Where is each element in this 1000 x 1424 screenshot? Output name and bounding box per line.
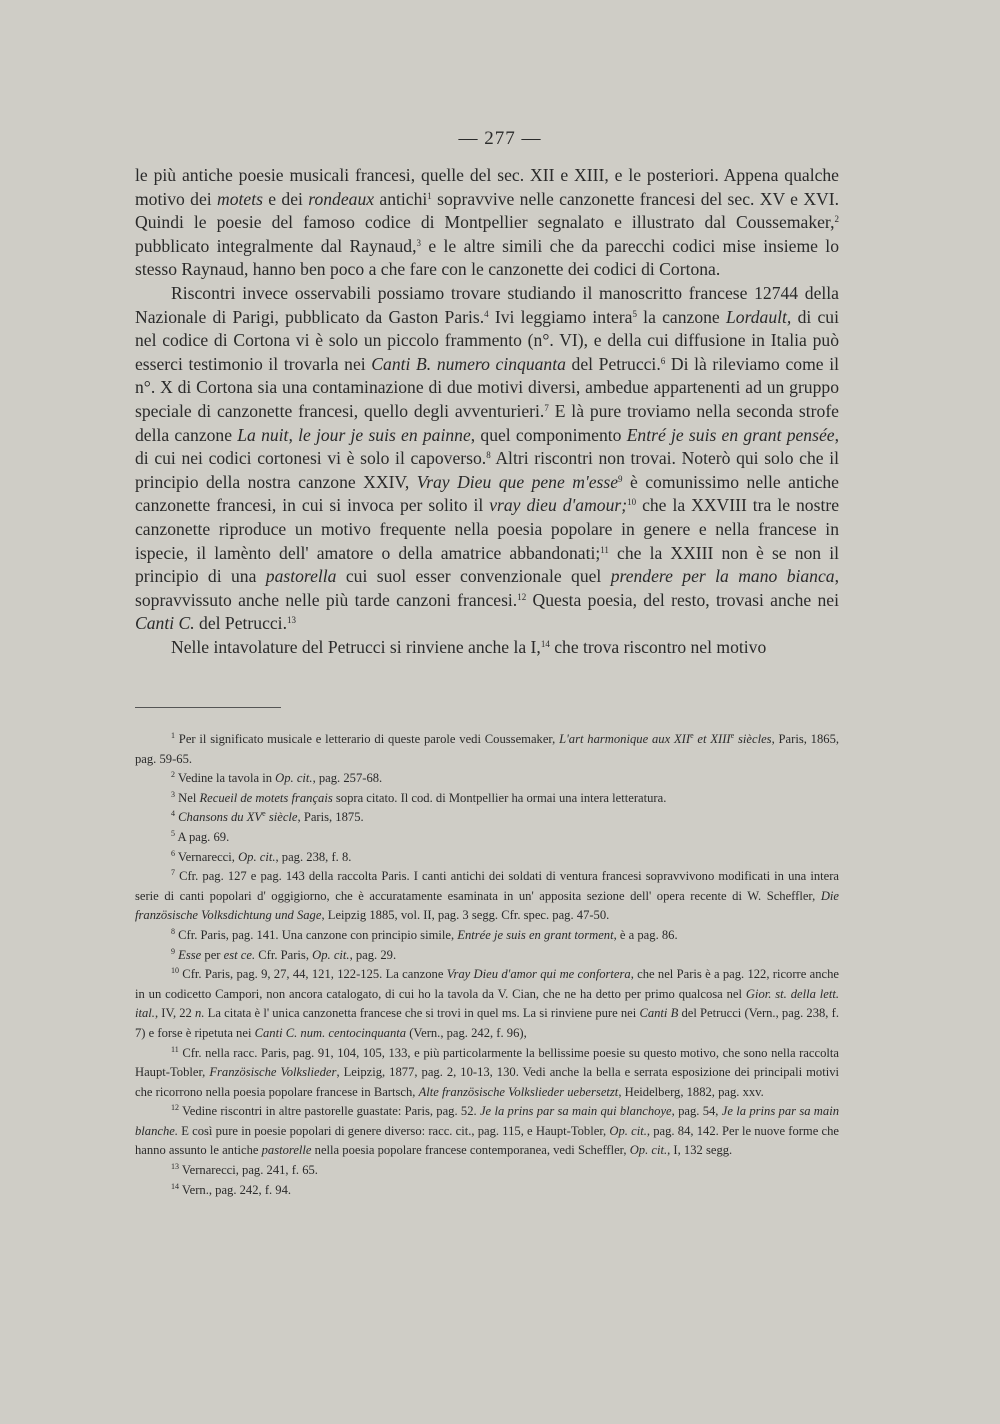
footnote (135, 808, 839, 828)
text-run: Vernarecci, (175, 849, 239, 864)
text-run: , pag. 84, 142. Per le nuove forme che hanno assunto le antiche (135, 1123, 840, 1158)
footnotes (135, 730, 839, 1200)
text-run: Altri riscontri non trovai. Noterò qui solo che il principio della nostra canzone XXIV, (135, 448, 839, 492)
text-run: , pag. 257-68. (312, 771, 383, 786)
italic-text: Canti C. num. centocinquanta (254, 1025, 407, 1040)
note-marker: 12 (517, 591, 527, 602)
text-run: Questa poesia, del resto, trovasi anche nei (526, 589, 839, 610)
text-run: che la XXIII non è se non il principio di una (135, 542, 839, 587)
note-marker: 7 (171, 868, 175, 878)
text-run: Cfr. Paris, (255, 947, 313, 962)
note-marker: 1 (171, 731, 175, 740)
italic-text: Alte französische Volkslieder uebersetzt (418, 1084, 619, 1099)
text-run: Vern., pag. 242, f. 94. (179, 1182, 292, 1197)
text-run: , pag. 54, (671, 1104, 722, 1119)
text-run: Cfr. pag. 127 e pag. 143 della raccolta Paris. I canti antichi dei soldati di ventura francesi sopravvivono modificati in una intera serie di canti popolari d' oggigiorno, che è accuratamente esaminata in un' apposita sezione dell' opera recente di W. Scheffler, (135, 869, 839, 903)
footnote (135, 1161, 839, 1181)
italic-text: Op. cit. (609, 1123, 647, 1138)
note-marker: 7 (544, 402, 549, 413)
text-run: la canzone (636, 306, 726, 327)
text-run: pubblicato integralmente dal Raynaud, (135, 235, 417, 256)
text-run: Ivi leggiamo intera (488, 306, 633, 327)
text-run: , Heidelberg, 1882, pag. xxv. (618, 1084, 764, 1099)
italic-text: Je la prins par sa main qui blanchoye (479, 1104, 672, 1119)
italic-text: La nuit, le jour je suis en painne (237, 424, 471, 445)
italic-text: Op. cit. (275, 771, 313, 786)
text-run: Cfr. nella racc. Paris, pag. 91, 104, 105, 133, e più particolarmente la bellissime poesie su questo motivo, che sono nella raccolta Haupt-Tobler, (135, 1045, 839, 1080)
italic-text: Op. cit. (238, 849, 276, 864)
text-run: e dei (262, 188, 309, 209)
note-marker: 12 (171, 1103, 179, 1113)
note-marker: 10 (171, 966, 179, 976)
text-run: le più antiche poesie musicali francesi, quelle del sec. XII e XIII, e le posteriori. Appena qualche motivo dei (135, 165, 839, 209)
italic-text: Vray Dieu d'amor qui me confortera (446, 967, 631, 982)
italic-text: est ce. (223, 947, 256, 962)
italic-text: Canti B. numero cinquanta (371, 353, 566, 374)
note-marker: 6 (660, 355, 666, 366)
text-run: Per il significato musicale e letterario di queste parole vedi Coussemaker, (175, 732, 560, 746)
note-marker: e (730, 731, 735, 740)
italic-text: Gior. st. della lett. ital. (135, 986, 839, 1021)
note-marker: 1 (427, 190, 432, 201)
text-run: , Paris, 1865, pag. 59-65. (135, 732, 840, 766)
text-run: cui suol esser convenzionale quel (336, 566, 611, 587)
italic-text: et (693, 732, 711, 746)
footnote (135, 926, 839, 946)
note-marker: 5 (171, 828, 175, 838)
note-marker: 3 (416, 237, 421, 248)
paragraph (135, 636, 839, 660)
text-run: di cui nel codice di Cortona vi è solo un piccolo frammento (n°. VI), e della cui diffusione in Italia può esserci testimonio il trovarla nei (135, 306, 839, 374)
note-marker: 9 (618, 473, 623, 484)
note-marker: 9 (171, 946, 175, 956)
text-run: Vedine riscontri in altre pastorelle guastate: Paris, pag. 52. (179, 1104, 480, 1119)
italic-text: n. (195, 1006, 205, 1021)
text-run: e le altre simili che da parecchi codici mise insieme lo stesso Raynaud, hanno ben poco a che fare con le canzonette dei codici di Cortona. (135, 235, 839, 280)
text-run: che trova riscontro nel motivo (549, 636, 767, 657)
italic-text: Lordault, (725, 306, 792, 327)
note-marker: 8 (486, 450, 491, 461)
italic-text: prendere per la mano bianca (610, 566, 835, 587)
note-marker: 3 (171, 789, 175, 799)
footnote (135, 789, 839, 809)
text-run: , che nel Paris è a pag. 122, ricorre anche in un codicetto Campori, non ancora catalogato, di cui ho la tavola da V. Cian, che ne ha detto per primo qualcosa nel (135, 967, 839, 1001)
text-run: che la XXVIII tra le nostre canzonette riproduce un motivo frequente nella poesia popolare in genere e nella francese in ispecie, il lamènto dell' amatore o della amatrice abbandonati; (135, 495, 839, 563)
footnote (135, 769, 839, 789)
italic-text: Op. cit. (629, 1143, 668, 1158)
text-run: è comunissimo nelle antiche canzonette francesi, in cui si invoca per solito il (135, 471, 839, 516)
italic-text: Vray Dieu que pene m'esse (416, 471, 619, 492)
paragraph (135, 164, 839, 282)
footnote (135, 848, 839, 868)
italic-text: vray dieu d'amour; (489, 495, 628, 516)
text-run: A pag. 69. (175, 829, 230, 844)
text-run: Nel (175, 790, 200, 805)
text-run: antichi (374, 188, 428, 209)
text-run: Vernarecci, pag. 241, f. 65. (179, 1163, 318, 1178)
text-run: del Petrucci. (565, 353, 661, 374)
italic-text: Chansons du XV (178, 810, 263, 825)
italic-text: L'art harmonique aux XII (559, 732, 691, 746)
text-run: Riscontri invece osservabili possiamo trovare studiando il manoscritto francese 12744 della Nazionale di Parigi, pubblicato da Gaston Paris. (135, 282, 839, 327)
italic-text: pastorelle (261, 1143, 312, 1158)
italic-text: motets (217, 188, 263, 209)
italic-text: rondeaux (308, 188, 375, 209)
note-marker: 10 (627, 497, 637, 508)
text-run: , I, 132 segg. (667, 1143, 733, 1158)
text-run: Vedine la tavola in (175, 771, 276, 786)
italic-text: Die französische Volksdichtung und Sage (135, 888, 839, 923)
italic-text: Esse (178, 947, 202, 962)
page-number: — 277 — (458, 128, 542, 149)
text-run: del Petrucci. (194, 613, 287, 634)
footnote (135, 1044, 839, 1103)
text-run: , pag. 29. (349, 947, 397, 962)
text-run: (Vern., pag. 242, f. 96), (406, 1025, 527, 1040)
footnote (135, 1102, 839, 1161)
text-run: del Petrucci (Vern., pag. 238, f. 7) e forse è ripetuta nei (135, 1006, 839, 1040)
note-marker: 6 (171, 848, 175, 858)
text-run: , Leipzig, 1877, pag. 2, 10-13, 130. Vedi anche la bella e serrata esposizione dei principali motivi che ricorrono nella poesia popolare francese in Bartsch, (135, 1065, 839, 1099)
text-run: , Leipzig 1885, vol. II, pag. 3 segg. Cfr. spec. pag. 47-50. (321, 908, 610, 923)
text-run: , Paris, 1875. (297, 810, 364, 825)
paragraph (135, 282, 839, 636)
footnote (135, 965, 839, 1043)
text-run: Nelle intavolature del Petrucci si rinviene anche la I, (171, 636, 541, 657)
note-marker: 13 (171, 1162, 179, 1172)
italic-text: XIII (710, 732, 731, 746)
text-run: Cfr. Paris, pag. 141. Una canzone con principio simile, (175, 927, 458, 942)
text-run: sopra citato. Il cod. di Montpellier ha ormai una intera letteratura. (332, 790, 667, 805)
text-run: , quel componimento (470, 424, 627, 445)
footnote (135, 730, 839, 769)
footnote (135, 828, 839, 848)
italic-text: Op. cit. (312, 947, 350, 962)
note-marker: 11 (600, 544, 609, 555)
note-marker: 4 (484, 308, 489, 319)
note-marker: 2 (171, 770, 175, 780)
italic-text: Entré je suis en grant pensée (626, 424, 835, 445)
footnote (135, 1181, 839, 1201)
note-marker: 2 (834, 214, 839, 225)
italic-text: siècle (265, 810, 298, 825)
text-run: Di là rileviamo come il n°. X di Cortona sia una contaminazione di due motivi diversi, ambedue appartenenti ad un gruppo speciale di canzonette francesi, quello degli avventurieri. (135, 353, 839, 421)
note-marker: 14 (540, 638, 550, 649)
text-run: , pag. 238, f. 8. (275, 849, 352, 864)
text-run: per (201, 947, 224, 962)
text-run: nella poesia popolare francese contemporanea, vedi Scheffler, (311, 1143, 630, 1158)
text-run: E così pure in poesie popolari di genere diverso: racc. cit., pag. 115, e Haupt-Tobler, (178, 1123, 610, 1138)
note-marker: 8 (171, 926, 175, 936)
italic-text: Canti C. (135, 613, 195, 634)
note-marker: e (690, 731, 694, 740)
text-run: sopravvive nelle canzonette francesi del sec. XV e XVI. Quindi le poesie del famoso codice di Montpellier segnalato e illustrato dal Coussemaker, (135, 188, 839, 233)
note-marker: 5 (632, 308, 637, 319)
italic-text: Je la prins par sa main blanche. (135, 1104, 839, 1138)
text-run: Cfr. Paris, pag. 9, 27, 44, 121, 122-125. La canzone (179, 967, 447, 982)
note-marker: 4 (171, 809, 175, 819)
italic-text: Recueil de motets français (199, 790, 333, 805)
text-run: , di cui nei codici cortonesi vi è solo il capoverso. (135, 424, 839, 469)
italic-text: siècles (734, 732, 772, 746)
italic-text: pastorella (265, 566, 337, 587)
text-run: , è a pag. 86. (613, 927, 678, 942)
footnote-divider (135, 707, 281, 708)
text-run: , IV, 22 (154, 1006, 196, 1021)
text-run: , sopravvissuto anche nelle più tarde canzoni francesi. (135, 566, 839, 610)
footnote (135, 946, 839, 966)
italic-text: Französische Volkslieder (209, 1065, 337, 1080)
italic-text: Entrée je suis en grant torment (457, 927, 614, 942)
note-marker: 14 (171, 1181, 179, 1191)
note-marker: 13 (286, 615, 296, 626)
italic-text: Canti B (639, 1006, 679, 1021)
text-run: E là pure troviamo nella seconda strofe della canzone (135, 400, 839, 445)
note-marker: e (262, 809, 266, 819)
note-marker: 11 (171, 1044, 179, 1054)
footnote (135, 867, 839, 926)
text-run: La citata è l' unica canzonetta francese che si trovi in quel ms. La si rinviene pure nei (204, 1006, 640, 1021)
main-text (135, 164, 839, 659)
